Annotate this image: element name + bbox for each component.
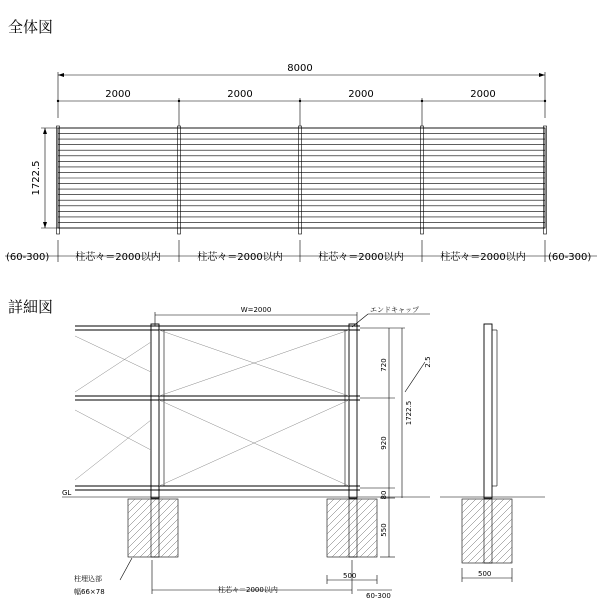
concrete-hatch: [128, 499, 135, 506]
post-embed: [484, 499, 492, 563]
concrete-hatch: [462, 499, 511, 548]
total-width-label: 8000: [287, 63, 313, 74]
concrete-hatch: [327, 499, 376, 548]
concrete-hatch: [327, 499, 355, 527]
arrow-icon: [58, 73, 64, 77]
fence-post: [421, 126, 424, 234]
post-pitch-detail: 柱芯々＝2000以内: [218, 586, 278, 594]
concrete-hatch: [462, 499, 476, 513]
upper-dim-label: 720: [380, 358, 388, 372]
foundation-right: [327, 499, 377, 557]
span-width-label: 2000: [470, 89, 496, 100]
concrete-hatch: [175, 554, 178, 557]
concrete-hatch: [353, 533, 377, 557]
concrete-hatch: [128, 499, 170, 541]
concrete-hatch: [133, 512, 178, 557]
detail-bottom-dimensions: [74, 558, 392, 600]
detail-vertical-dimensions: [360, 328, 432, 557]
concrete-hatch: [462, 499, 490, 527]
embed-size-label: 幅66×78: [74, 588, 105, 596]
foundation-width-label: 500: [343, 572, 357, 580]
span-dimensions: [57, 89, 546, 126]
end-offset-detail: 60-300: [366, 592, 391, 600]
concrete-hatch: [360, 540, 377, 557]
concrete-hatch: [327, 499, 334, 506]
side-foundation-width-label: 500: [478, 570, 492, 578]
end-offset-right: (60-300): [548, 252, 592, 263]
concrete-hatch: [147, 526, 178, 557]
concrete-hatch: [161, 540, 178, 557]
concrete-hatch: [327, 499, 341, 513]
fence-post: [299, 126, 302, 234]
post-pitch-label: 柱芯々＝2000以内: [318, 252, 404, 263]
end-cap-label: エンドキャップ: [370, 306, 419, 314]
concrete-hatch: [489, 540, 512, 563]
post-pitch-label: 柱芯々＝2000以内: [440, 252, 526, 263]
fence-post: [178, 126, 181, 234]
end-offset-left: (60-300): [6, 252, 50, 263]
post: [151, 324, 159, 498]
span-width-label: 2000: [227, 89, 253, 100]
concrete-hatch: [374, 554, 377, 557]
concrete-hatch: [332, 512, 377, 557]
arrow-icon: [539, 73, 545, 77]
concrete-hatch: [128, 499, 156, 527]
concrete-hatch: [496, 547, 512, 563]
height-label: 1722.5: [31, 160, 42, 196]
embed-label: 柱埋込部: [74, 575, 102, 583]
concrete-hatch: [339, 519, 377, 557]
concrete-hatch: [475, 526, 512, 563]
total-height-label: 1722.5: [405, 400, 413, 426]
span-width-label: 2000: [105, 89, 131, 100]
detail-width-dimension: [155, 306, 357, 326]
post: [349, 324, 357, 498]
offset-dim-label: 2.5: [424, 356, 432, 368]
concrete-hatch: [128, 499, 142, 513]
concrete-hatch: [128, 499, 163, 534]
lower-dim-label: 920: [380, 436, 388, 450]
concrete-hatch: [503, 554, 512, 563]
detail-title: 詳細図: [8, 298, 54, 316]
concrete-hatch: [468, 519, 512, 563]
concrete-hatch: [462, 499, 504, 541]
concrete-hatch: [154, 533, 178, 557]
foundation-left: [128, 499, 178, 557]
height-dimension: [31, 128, 58, 228]
post-pitch-label: 柱芯々＝2000以内: [197, 252, 283, 263]
detail-width-label: W=2000: [240, 306, 272, 314]
side-section: [440, 324, 545, 582]
span-width-label: 2000: [348, 89, 374, 100]
post-pitch-dimension: [5, 240, 597, 263]
panel-cross-lines: [75, 330, 349, 486]
concrete-hatch: [462, 499, 469, 506]
concrete-hatch: [128, 499, 177, 548]
concrete-hatch: [327, 499, 369, 541]
ground-dim-label: 80: [380, 490, 388, 500]
fence-elevation: [57, 126, 547, 234]
gl-label: GL: [62, 489, 72, 497]
post-pitch-label: 柱芯々＝2000以内: [75, 252, 161, 263]
overall-title: 全体図: [8, 18, 54, 36]
embed-depth-label: 550: [380, 523, 388, 537]
concrete-hatch: [346, 526, 377, 557]
end-cap-callout: [352, 306, 430, 327]
